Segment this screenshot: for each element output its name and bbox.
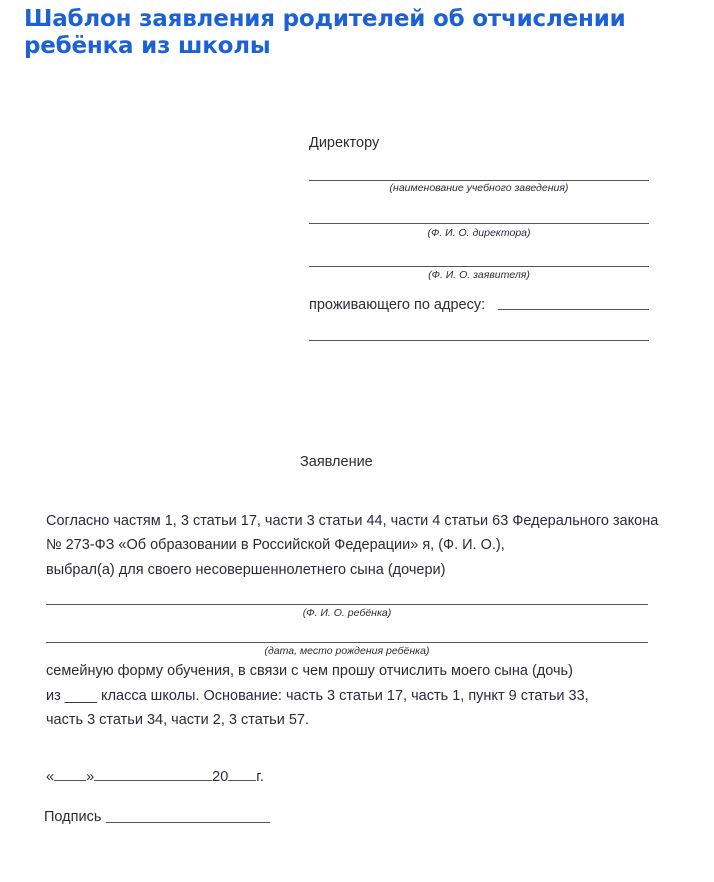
applicant-name-line[interactable] bbox=[309, 266, 649, 267]
date-year-prefix: 20 bbox=[212, 769, 229, 785]
director-name-line[interactable] bbox=[309, 223, 649, 224]
body-line-2: № 273-ФЗ «Об образовании в Российской Федерации» я, (Ф. И. О.), bbox=[46, 537, 505, 553]
child-birth-line[interactable] bbox=[46, 642, 648, 643]
date-row bbox=[46, 769, 264, 785]
statement-title: Заявление bbox=[300, 454, 373, 470]
date-year-line[interactable] bbox=[228, 779, 256, 781]
signature-label: Подпись bbox=[44, 809, 102, 825]
body-line-5: из ____ класса школы. Основание: часть 3 статьи 17, часть 1, пункт 9 статьи 33, bbox=[46, 688, 589, 704]
date-day-line[interactable] bbox=[54, 779, 86, 781]
school-name-line[interactable] bbox=[309, 180, 649, 181]
address-label: проживающего по адресу: bbox=[309, 297, 486, 313]
director-name-hint: (Ф. И. О. директора) bbox=[427, 227, 531, 239]
date-open-quote: « bbox=[46, 769, 55, 785]
page-title: Шаблон заявления родителей об отчислении ребёнка из школы bbox=[24, 6, 626, 59]
child-birth-hint: (дата, место рождения ребёнка) bbox=[264, 645, 430, 657]
date-year-suffix: г. bbox=[256, 769, 264, 785]
child-name-line[interactable] bbox=[46, 604, 648, 605]
school-name-hint: (наименование учебного заведения) bbox=[389, 182, 569, 194]
address-line-1[interactable] bbox=[498, 309, 649, 310]
body-line-1: Согласно частям 1, 3 статьи 17, части 3 статьи 44, части 4 статьи 63 Федерального закона bbox=[46, 513, 659, 529]
address-line-2[interactable] bbox=[309, 340, 649, 341]
body-line-3: выбрал(а) для своего несовершеннолетнего сына (дочери) bbox=[46, 562, 446, 578]
to-director-label: Директору bbox=[309, 135, 380, 151]
date-month-line[interactable] bbox=[94, 779, 212, 781]
applicant-name-hint: (Ф. И. О. заявителя) bbox=[428, 269, 530, 281]
child-name-hint: (Ф. И. О. ребёнка) bbox=[302, 607, 392, 619]
body-line-6: часть 3 статьи 34, части 2, 3 статьи 57. bbox=[46, 712, 309, 728]
body-line-4: семейную форму обучения, в связи с чем прошу отчислить моего сына (дочь) bbox=[46, 663, 573, 679]
date-close-quote: » bbox=[86, 769, 95, 785]
signature-line[interactable] bbox=[106, 822, 270, 823]
